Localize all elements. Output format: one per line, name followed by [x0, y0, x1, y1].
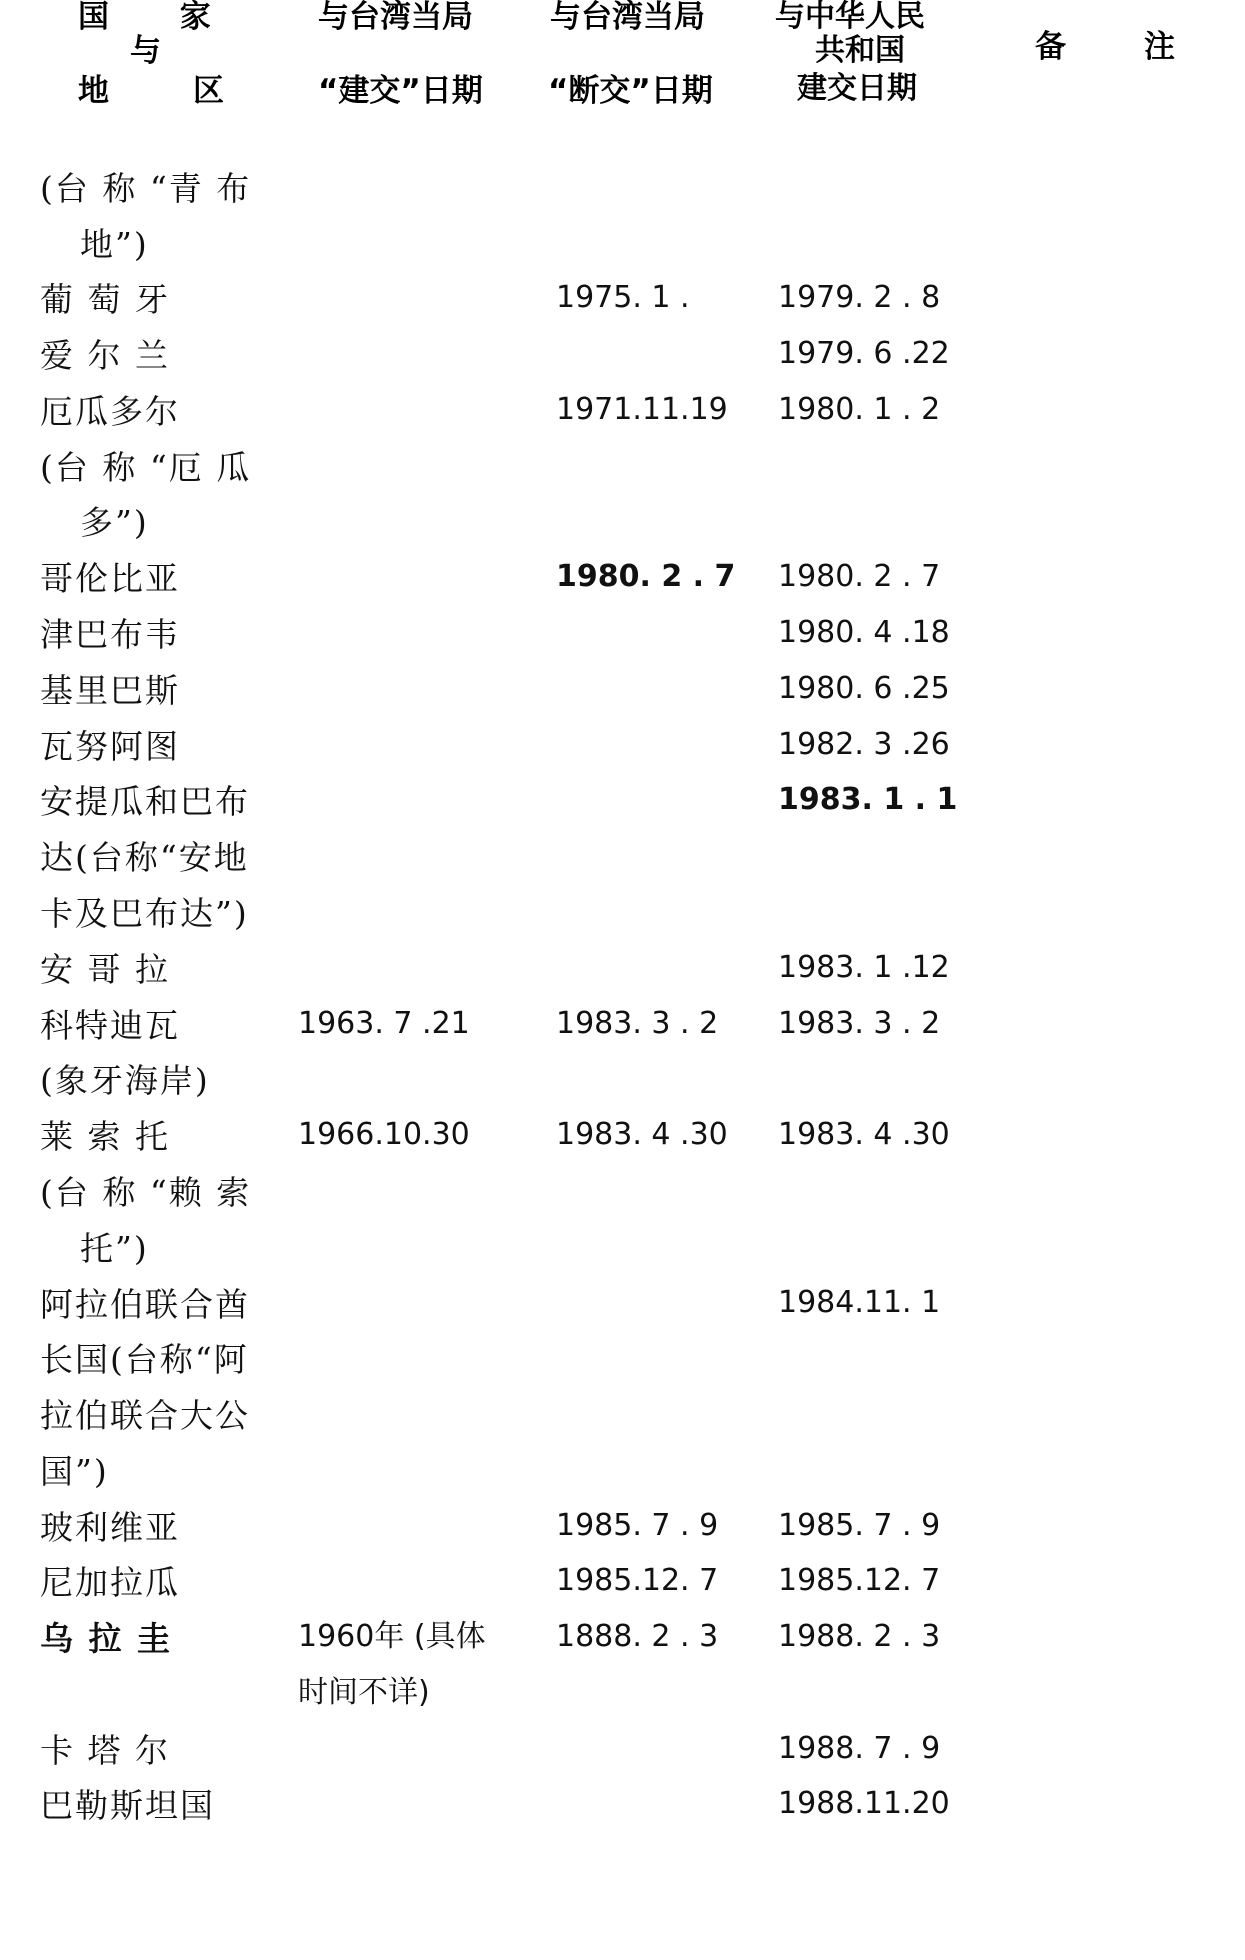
est-date: 时间不详) — [298, 1675, 430, 1710]
table-row — [0, 1675, 1245, 1722]
country-name: 国”) — [40, 1452, 109, 1491]
country-name: 乌 拉 圭 — [40, 1619, 172, 1658]
table-row — [0, 1285, 1245, 1332]
table-row — [0, 1563, 1245, 1610]
sever-date: 1888. 2 . 3 — [556, 1619, 719, 1654]
country-name: 托”) — [80, 1229, 149, 1268]
table-row — [0, 503, 1245, 550]
prc-date: 1983. 1 . 1 — [778, 782, 958, 817]
header-country-line3-a: 地 — [78, 73, 109, 109]
table-row — [0, 448, 1245, 495]
country-name: 爱 尔 兰 — [40, 336, 170, 375]
country-name: 多”) — [80, 503, 149, 542]
prc-date: 1980. 6 .25 — [778, 671, 950, 706]
table-row — [0, 225, 1245, 272]
header-notes — [1035, 29, 1175, 65]
prc-date: 1988. 7 . 9 — [778, 1731, 941, 1766]
table-row — [0, 169, 1245, 216]
table-row — [0, 1173, 1245, 1220]
sever-date: 1983. 4 .30 — [556, 1117, 728, 1152]
country-name: 尼加拉瓜 — [40, 1563, 180, 1602]
table-row — [0, 1229, 1245, 1276]
header-notes-a: 备 — [1035, 29, 1066, 65]
country-name: 拉伯联合大公 — [40, 1396, 250, 1435]
table-row — [0, 838, 1245, 885]
prc-date: 1979. 2 . 8 — [778, 280, 941, 315]
est-date: 1960年 (具体 — [298, 1619, 486, 1654]
country-name: 科特迪瓦 — [40, 1006, 180, 1045]
table-row — [0, 782, 1245, 829]
prc-date: 1985. 7 . 9 — [778, 1508, 941, 1543]
table-row — [0, 1508, 1245, 1555]
prc-date: 1984.11. 1 — [778, 1285, 941, 1320]
header-est-line1: 与台湾当局 — [318, 0, 473, 35]
header-notes-b: 注 — [1144, 29, 1175, 65]
table-row — [0, 1117, 1245, 1164]
prc-date: 1983. 3 . 2 — [778, 1006, 941, 1041]
prc-date: 1983. 4 .30 — [778, 1117, 950, 1152]
table-row — [0, 280, 1245, 327]
prc-date: 1988. 2 . 3 — [778, 1619, 941, 1654]
country-name: 卡 塔 尔 — [40, 1731, 170, 1770]
est-date: 1966.10.30 — [298, 1117, 470, 1152]
table-row — [0, 336, 1245, 383]
country-name: (台 称 “青 布 — [40, 169, 252, 208]
header-prc-line3: 建交日期 — [797, 71, 917, 106]
country-name: 玻利维亚 — [40, 1508, 180, 1547]
sever-date: 1980. 2 . 7 — [556, 559, 736, 594]
table-row — [0, 392, 1245, 439]
table-row — [0, 950, 1245, 997]
country-name: (台 称 “厄 瓜 — [40, 448, 252, 487]
country-name: 地”) — [80, 225, 149, 264]
header-est-line2: “建交”日期 — [318, 73, 483, 109]
table-row — [0, 1340, 1245, 1387]
prc-date: 1982. 3 .26 — [778, 727, 950, 762]
header-prc-line1: 与中华人民 — [775, 0, 925, 34]
table-row — [0, 671, 1245, 718]
header-country-line2: 与 — [130, 33, 161, 69]
sever-date: 1985.12. 7 — [556, 1563, 719, 1598]
sever-date: 1971.11.19 — [556, 392, 728, 427]
prc-date: 1988.11.20 — [778, 1786, 950, 1821]
sever-date: 1975. 1 . — [556, 280, 690, 315]
header-country-line3-b: 区 — [193, 73, 224, 109]
prc-date: 1980. 1 . 2 — [778, 392, 941, 427]
prc-date: 1980. 2 . 7 — [778, 559, 941, 594]
country-name: 长国(台称“阿 — [40, 1340, 249, 1379]
country-name: 卡及巴布达”) — [40, 894, 249, 933]
country-name: 葡 萄 牙 — [40, 280, 170, 319]
header-country-line3 — [78, 73, 224, 109]
country-name: 莱 索 托 — [40, 1117, 170, 1156]
table-row — [0, 615, 1245, 662]
table-row — [0, 894, 1245, 941]
country-name: (台 称 “赖 索 — [40, 1173, 252, 1212]
header-country-line1: 国 家 — [78, 0, 211, 35]
header-sever-line2: “断交”日期 — [548, 73, 713, 109]
country-name: 厄瓜多尔 — [40, 392, 180, 431]
prc-date: 1979. 6 .22 — [778, 336, 950, 371]
table-row — [0, 1006, 1245, 1053]
country-name: 安 哥 拉 — [40, 950, 170, 989]
table-row — [0, 1396, 1245, 1443]
est-date: 1963. 7 .21 — [298, 1006, 470, 1041]
country-name: 达(台称“安地 — [40, 838, 249, 877]
header-sever-line1: 与台湾当局 — [550, 0, 705, 35]
header-prc-line2: 共和国 — [815, 33, 905, 68]
country-name: 巴勒斯坦国 — [40, 1786, 215, 1825]
sever-date: 1985. 7 . 9 — [556, 1508, 719, 1543]
table-row — [0, 559, 1245, 606]
prc-date: 1985.12. 7 — [778, 1563, 941, 1598]
table-row — [0, 1619, 1245, 1666]
country-name: 阿拉伯联合酋 — [40, 1285, 250, 1324]
country-name: 津巴布韦 — [40, 615, 180, 654]
prc-date: 1983. 1 .12 — [778, 950, 950, 985]
prc-date: 1980. 4 .18 — [778, 615, 950, 650]
country-name: 哥伦比亚 — [40, 559, 180, 598]
country-name: 安提瓜和巴布 — [40, 782, 250, 821]
country-name: (象牙海岸) — [40, 1061, 210, 1100]
table-row — [0, 1452, 1245, 1499]
sever-date: 1983. 3 . 2 — [556, 1006, 719, 1041]
table-row — [0, 1061, 1245, 1108]
table-row — [0, 727, 1245, 774]
country-name: 基里巴斯 — [40, 671, 180, 710]
table-row — [0, 1786, 1245, 1833]
table-row — [0, 1731, 1245, 1778]
country-name: 瓦努阿图 — [40, 727, 180, 766]
